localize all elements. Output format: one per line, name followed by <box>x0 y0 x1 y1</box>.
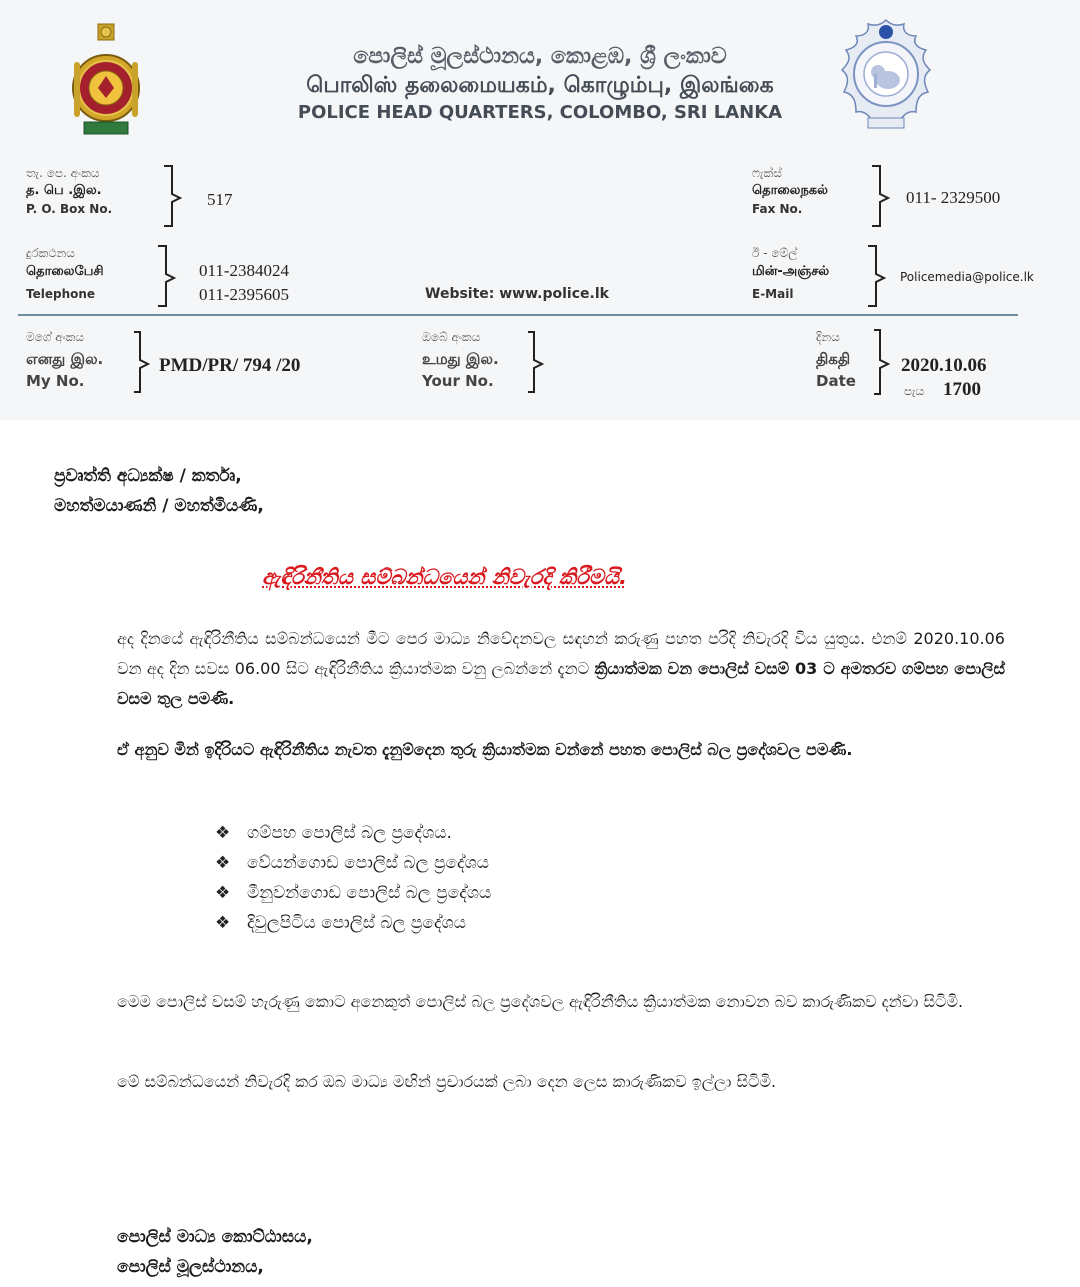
po-box-label-ta: த. பெ .இல. <box>26 183 102 198</box>
telephone-value-1: 011-2384024 <box>199 261 290 280</box>
telephone-brace-icon <box>156 244 182 308</box>
header-title-english: POLICE HEAD QUARTERS, COLOMBO, SRI LANKA <box>297 102 783 123</box>
list-item <box>215 908 491 938</box>
fax-brace-icon <box>870 164 894 228</box>
date-value: 2020.10.06 <box>901 355 987 376</box>
diamond-bullet-icon: ❖ <box>215 823 231 843</box>
email-label-ta: மின்-அஞ்சல் <box>752 264 830 279</box>
signature-line-2: පොලිස් මූලස්ථානය, <box>117 1257 264 1277</box>
paragraph-4: මේ සම්බන්ධයෙන් නිවැරදි කර ඔබ මාධ්‍ය මඟින් ප්‍රචාරයක් ලබා දෙන ලෙස කාරුණිකව ඉල්ලා සිටිමි. <box>117 1072 777 1091</box>
fax-label-si: ෆැක්ස් <box>752 166 782 180</box>
email-label-si: ඊ - මේල් <box>752 246 798 260</box>
your-no-label-ta: உமது இல. <box>422 350 499 368</box>
paragraph-1-bold: ක්‍රියාත්මක වන පොලිස් වසම් 03 ට අමතරව ගම්පහ පොලිස් වසම තුල පමණි. <box>117 659 1005 708</box>
time-value: 1700 <box>943 379 981 400</box>
paragraph-2: ඒ අනුව මින් ඉදිරියට ඇඳිරිනීතිය නැවත දැනුම්දෙන තුරු ක්‍රියාත්මක වන්නේ පහත පොලිස් බල ප්‍රදේශවල පමණි. <box>117 740 853 759</box>
paragraph-3: මෙම පොලිස් වසම් හැරුණු කොට අනෙකුත් පොලිස් බල ප්‍රදේශවල ඇඳිරිනීතිය ක්‍රියාත්මක නොවන බව කාරුණිකව දන්වා සිටිමි. <box>117 992 964 1011</box>
area-name: දිවුලපිටිය පොලිස් බල ප්‍රදේශය <box>247 913 466 933</box>
date-brace-icon <box>872 328 896 396</box>
telephone-label-ta: தொலைபேசி <box>26 264 104 279</box>
my-no-label-en: My No. <box>26 372 85 390</box>
list-item <box>215 848 491 878</box>
your-no-label-en: Your No. <box>422 372 494 390</box>
fax-label-ta: தொலைநகல் <box>752 183 828 198</box>
addressee-line-1: ප්‍රවෘත්ති අධ්‍යක්ෂ / කර්තෘ, <box>54 466 242 486</box>
date-label-si: දිනය <box>816 330 840 344</box>
addressee-line-2: මහත්මයාණනි / මහත්මියණි, <box>54 496 264 516</box>
date-label-ta: திகதி <box>816 350 851 368</box>
letterhead-divider <box>18 314 1018 316</box>
header-title-sinhala: පොලිස් මූලස්ථානය, කොළඹ, ශ්‍රී ලංකාව <box>353 44 727 69</box>
email-brace-icon <box>866 244 892 308</box>
po-box-value: 517 <box>207 190 233 209</box>
po-box-label-si: තැ. පෙ. අංකය <box>26 166 100 180</box>
telephone-label-si: දුරකථනය <box>26 246 75 260</box>
signature-line-1: පොලිස් මාධ්‍ය කොට්ඨාසය, <box>117 1227 313 1247</box>
date-label-en: Date <box>816 372 856 390</box>
area-name: මීනුවන්ගොඩ පොලිස් බල ප්‍රදේශය <box>247 883 492 903</box>
diamond-bullet-icon: ❖ <box>215 913 231 933</box>
po-box-label-en: P. O. Box No. <box>26 202 113 216</box>
email-label-en: E-Mail <box>752 287 794 301</box>
website-link[interactable]: Website: www.police.lk <box>425 286 609 302</box>
po-box-brace-icon <box>162 164 186 228</box>
list-item <box>215 818 491 848</box>
fax-label-en: Fax No. <box>752 202 803 216</box>
your-no-brace-icon <box>526 330 550 394</box>
diamond-bullet-icon: ❖ <box>215 883 231 903</box>
paragraph-1 <box>117 624 1005 714</box>
my-no-label-ta: எனது இல. <box>26 350 104 368</box>
letter-subject: ඇඳිරිනීතිය සම්බන්ධයෙන් නිවැරදි කිරීමයි. <box>262 565 627 589</box>
paragraph-1-plain: අද දිනයේ ඇඳිරිනීතිය සම්බන්ධයෙන් මීට පෙර මාධ්‍ය නිවේදනවල සඳහන් කරුණු පහත පරිදි නිවැරදි විය යුතුය. එනම් 2020.10.06 වන අද දින සවස 06.00 සිට ඇඳිරිනීතිය ක්‍රියාත්මක වනු ලබන්නේ දැනට <box>117 629 1005 678</box>
fax-value: 011- 2329500 <box>906 188 1001 207</box>
my-no-value: PMD/PR/ 794 /20 <box>159 355 301 376</box>
your-no-label-si: ඔබේ අංකය <box>422 330 481 344</box>
my-no-brace-icon <box>132 330 154 394</box>
email-link[interactable]: Policemedia@police.lk <box>900 270 1034 284</box>
time-label: පැය <box>904 384 925 398</box>
area-name: ගම්පහ පොලිස් බල ප්‍රදේශය. <box>247 823 452 843</box>
header-title-tamil: பொலிஸ் தலைமையகம், கொழும்பு, இலங்கை <box>306 73 774 98</box>
diamond-bullet-icon: ❖ <box>215 853 231 873</box>
police-area-list <box>215 818 491 938</box>
area-name: වේයන්ගොඩ පොලිස් බල ප්‍රදේශය <box>247 853 489 873</box>
my-no-label-si: මගේ අංකය <box>26 330 85 344</box>
list-item <box>215 878 491 908</box>
telephone-label-en: Telephone <box>26 287 96 301</box>
telephone-value-2: 011-2395605 <box>199 285 290 304</box>
